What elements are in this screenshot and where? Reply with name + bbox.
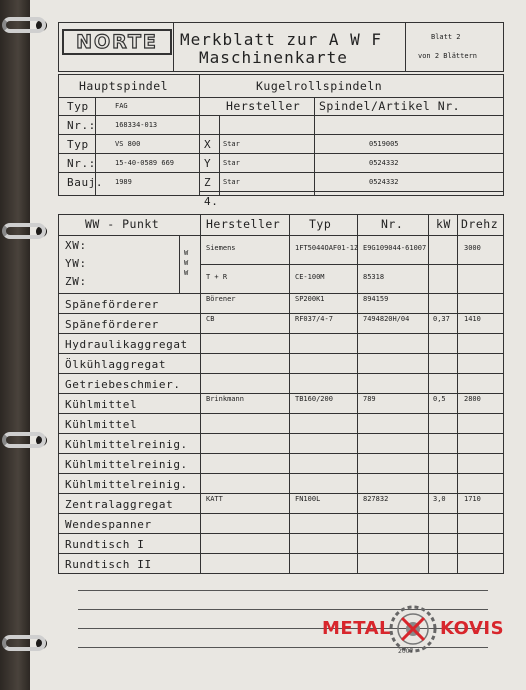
col-header-nr: Nr.	[381, 217, 404, 231]
component-manufacturer: KATT	[206, 495, 223, 503]
spindle-row-value: FAG	[115, 102, 128, 110]
gear-icon	[388, 604, 438, 654]
metal-kovis-watermark	[322, 604, 512, 660]
component-row-label: Zentralaggregat	[65, 498, 174, 511]
component-speed: 1410	[464, 315, 481, 323]
axis-type: 1FT5044OAF01-1Z	[295, 244, 359, 252]
spindle-axis-label: 4.	[204, 195, 219, 208]
component-row-label: Getriebeschmier.	[65, 378, 181, 391]
spindle-manufacturer: Star	[223, 159, 240, 167]
axis-label: ZW:	[65, 275, 87, 288]
spindle-row-value: 15-40-0589 669	[115, 159, 175, 167]
col-header-manufacturer: Hersteller	[206, 217, 281, 231]
w-mark: W	[184, 269, 189, 277]
component-nr: 7494820H/04	[363, 315, 410, 323]
component-row-label: Rundtisch II	[65, 558, 152, 571]
component-row-label: Kühlmittel	[65, 398, 138, 411]
spindle-row-value: 168334-013	[115, 121, 158, 129]
spindle-left-header: Hauptspindel	[79, 79, 169, 93]
binder-ring	[2, 635, 46, 651]
doc-title-line1: Merkblatt zur A W F	[180, 30, 383, 49]
spindle-manufacturer: Star	[223, 140, 240, 148]
spindle-row-value: VS 800	[115, 140, 141, 148]
spindle-manufacturer: Star	[223, 178, 240, 186]
spindle-row-label: Bauj.	[67, 176, 104, 189]
col-header-kw: kW	[436, 217, 451, 231]
axis-nr: E9G109044-61007	[363, 244, 427, 252]
component-manufacturer: Börener	[206, 295, 236, 303]
component-row-label: Späneförderer	[65, 318, 159, 331]
watermark-year: 2007	[398, 648, 414, 655]
spindle-row-label: Typ	[67, 138, 89, 151]
axis-manufacturer: T + R	[206, 273, 228, 281]
axis-speed: 3000	[464, 244, 481, 252]
sheet-of-label: von 2 Blättern	[418, 52, 478, 60]
component-row-label: Kühlmittelreinig.	[65, 478, 188, 491]
binder-ring	[2, 17, 46, 33]
component-row-label: Kühlmittel	[65, 418, 138, 431]
axis-type: CE-100M	[295, 273, 325, 281]
spindle-table	[58, 74, 504, 208]
footer-line	[78, 590, 488, 591]
col-header-point: WW - Punkt	[85, 217, 160, 231]
component-speed: 2800	[464, 395, 481, 403]
component-row-label: Hydraulikaggregat	[65, 338, 188, 351]
w-mark: W	[184, 259, 189, 267]
spindle-row-value: 1989	[115, 178, 132, 186]
col-header-speed: Drehz	[461, 217, 499, 231]
spindle-row-label: Typ	[67, 100, 89, 113]
binder-ring	[2, 223, 46, 239]
col-header-type: Typ	[309, 217, 332, 231]
component-row-label: Wendespanner	[65, 518, 152, 531]
component-speed: 1710	[464, 495, 481, 503]
component-nr: 789	[363, 395, 376, 403]
component-row-label: Ölkühlaggregat	[65, 358, 167, 371]
component-kw: 0,37	[433, 315, 450, 323]
component-kw: 0,5	[433, 395, 446, 403]
axis-label: XW:	[65, 239, 87, 252]
spindle-axis-label: Z	[204, 176, 212, 189]
axis-manufacturer: Siemens	[206, 244, 236, 252]
watermark-right-word: KOVIS	[440, 618, 505, 639]
sheet-label: Blatt 2	[431, 33, 461, 41]
components-table	[58, 214, 504, 574]
component-nr: 827832	[363, 495, 389, 503]
component-type: RF037/4-7	[295, 315, 333, 323]
binder-spine	[0, 0, 30, 690]
spindle-row-label: Nr.:	[67, 119, 96, 132]
component-type: SP200K1	[295, 295, 325, 303]
component-manufacturer: CB	[206, 315, 215, 323]
binder-ring	[2, 432, 46, 448]
spindle-axis-label: Y	[204, 157, 212, 170]
spindle-col-article: Spindel/Artikel Nr.	[319, 99, 461, 113]
axis-nr: 85318	[363, 273, 385, 281]
component-type: TB160/200	[295, 395, 333, 403]
spindle-axis-label: X	[204, 138, 212, 151]
spindle-article: 0524332	[369, 159, 399, 167]
watermark-left-word: METAL	[322, 618, 391, 639]
spindle-row-label: Nr.:	[67, 157, 96, 170]
component-type: FN100L	[295, 495, 321, 503]
spindle-right-header: Kugelrollspindeln	[256, 79, 383, 93]
component-kw: 3,0	[433, 495, 446, 503]
component-manufacturer: Brinkmann	[206, 395, 244, 403]
component-row-label: Rundtisch I	[65, 538, 145, 551]
spindle-article: 0519005	[369, 140, 399, 148]
spindle-col-manufacturer: Hersteller	[226, 99, 301, 113]
component-nr: 894159	[363, 295, 389, 303]
component-row-label: Späneförderer	[65, 298, 159, 311]
component-row-label: Kühlmittelreinig.	[65, 458, 188, 471]
axis-label: YW:	[65, 257, 87, 270]
w-mark: W	[184, 249, 189, 257]
component-row-label: Kühlmittelreinig.	[65, 438, 188, 451]
norte-logo: NORTE	[62, 29, 172, 55]
doc-title-line2: Maschinenkarte	[199, 48, 348, 67]
spindle-article: 0524332	[369, 178, 399, 186]
